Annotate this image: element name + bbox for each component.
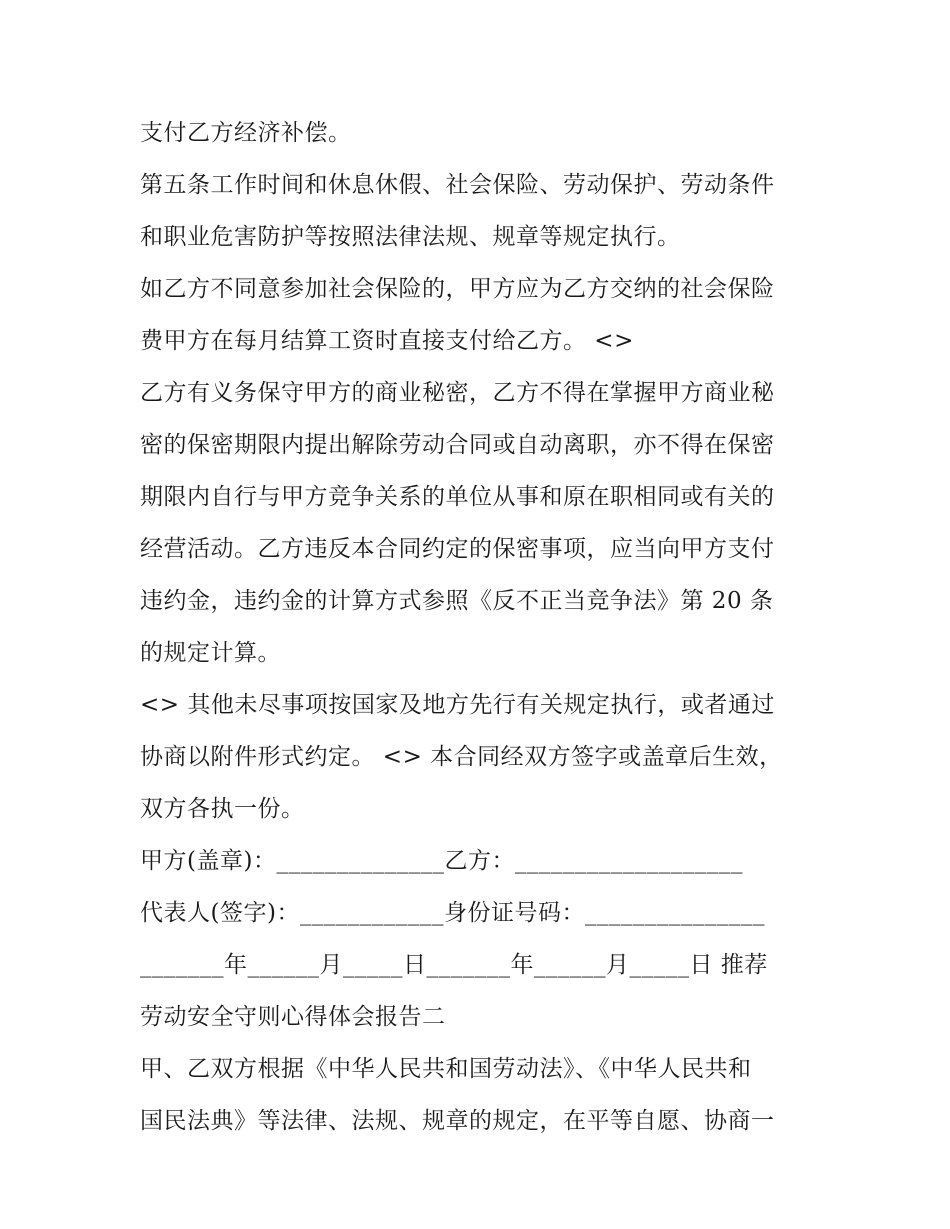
text-line: 乙方有义务保守甲方的商业秘密，乙方不得在掌握甲方商业秘 <box>140 380 775 406</box>
text-line: 第五条工作时间和休息休假、社会保险、劳动保护、劳动条件 <box>140 172 775 198</box>
signature-line-representative: 代表人(签字)：____________身份证号码：_______________ <box>140 900 765 926</box>
section-title: 劳动安全守则心得体会报告二 <box>140 1004 446 1030</box>
text-line: 支付乙方经济补偿。 <box>140 120 352 146</box>
text-line: 双方各执一份。 <box>140 796 305 822</box>
text-line: 和职业危害防护等按照法律法规、规章等规定执行。 <box>140 224 681 250</box>
text-line: 违约金，违约金的计算方式参照《反不正当竞争法》第 20 条 <box>140 588 774 614</box>
text-line: 密的保密期限内提出解除劳动合同或自动离职，亦不得在保密 <box>140 432 775 458</box>
text-line: 如乙方不同意参加社会保险的，甲方应为乙方交纳的社会保险 <box>140 276 775 302</box>
text-line: 的规定计算。 <box>140 640 281 666</box>
document-body <box>140 107 820 1147</box>
text-line: 协商以附件形式约定。 <> 本合同经双方签字或盖章后生效， <box>140 744 783 770</box>
text-line: <> 其他未尽事项按国家及地方先行有关规定执行，或者通过 <box>140 692 775 718</box>
signature-line-party-a: 甲方(盖章)：______________乙方：___________________ <box>140 848 743 874</box>
text-line: 甲、乙双方根据《中华人民共和国劳动法》、《中华人民共和 <box>140 1056 752 1082</box>
text-line: 期限内自行与甲方竞争关系的单位从事和原在职相同或有关的 <box>140 484 775 510</box>
text-line: 国民法典》等法律、法规、规章的规定，在平等自愿、协商一 <box>140 1108 775 1134</box>
date-line: _______年______月_____日_______年______月_____日 推荐 <box>140 952 768 978</box>
text-line: 经营活动。乙方违反本合同约定的保密事项，应当向甲方支付 <box>140 536 775 562</box>
text-line: 费甲方在每月结算工资时直接支付给乙方。 <> <box>140 328 634 354</box>
